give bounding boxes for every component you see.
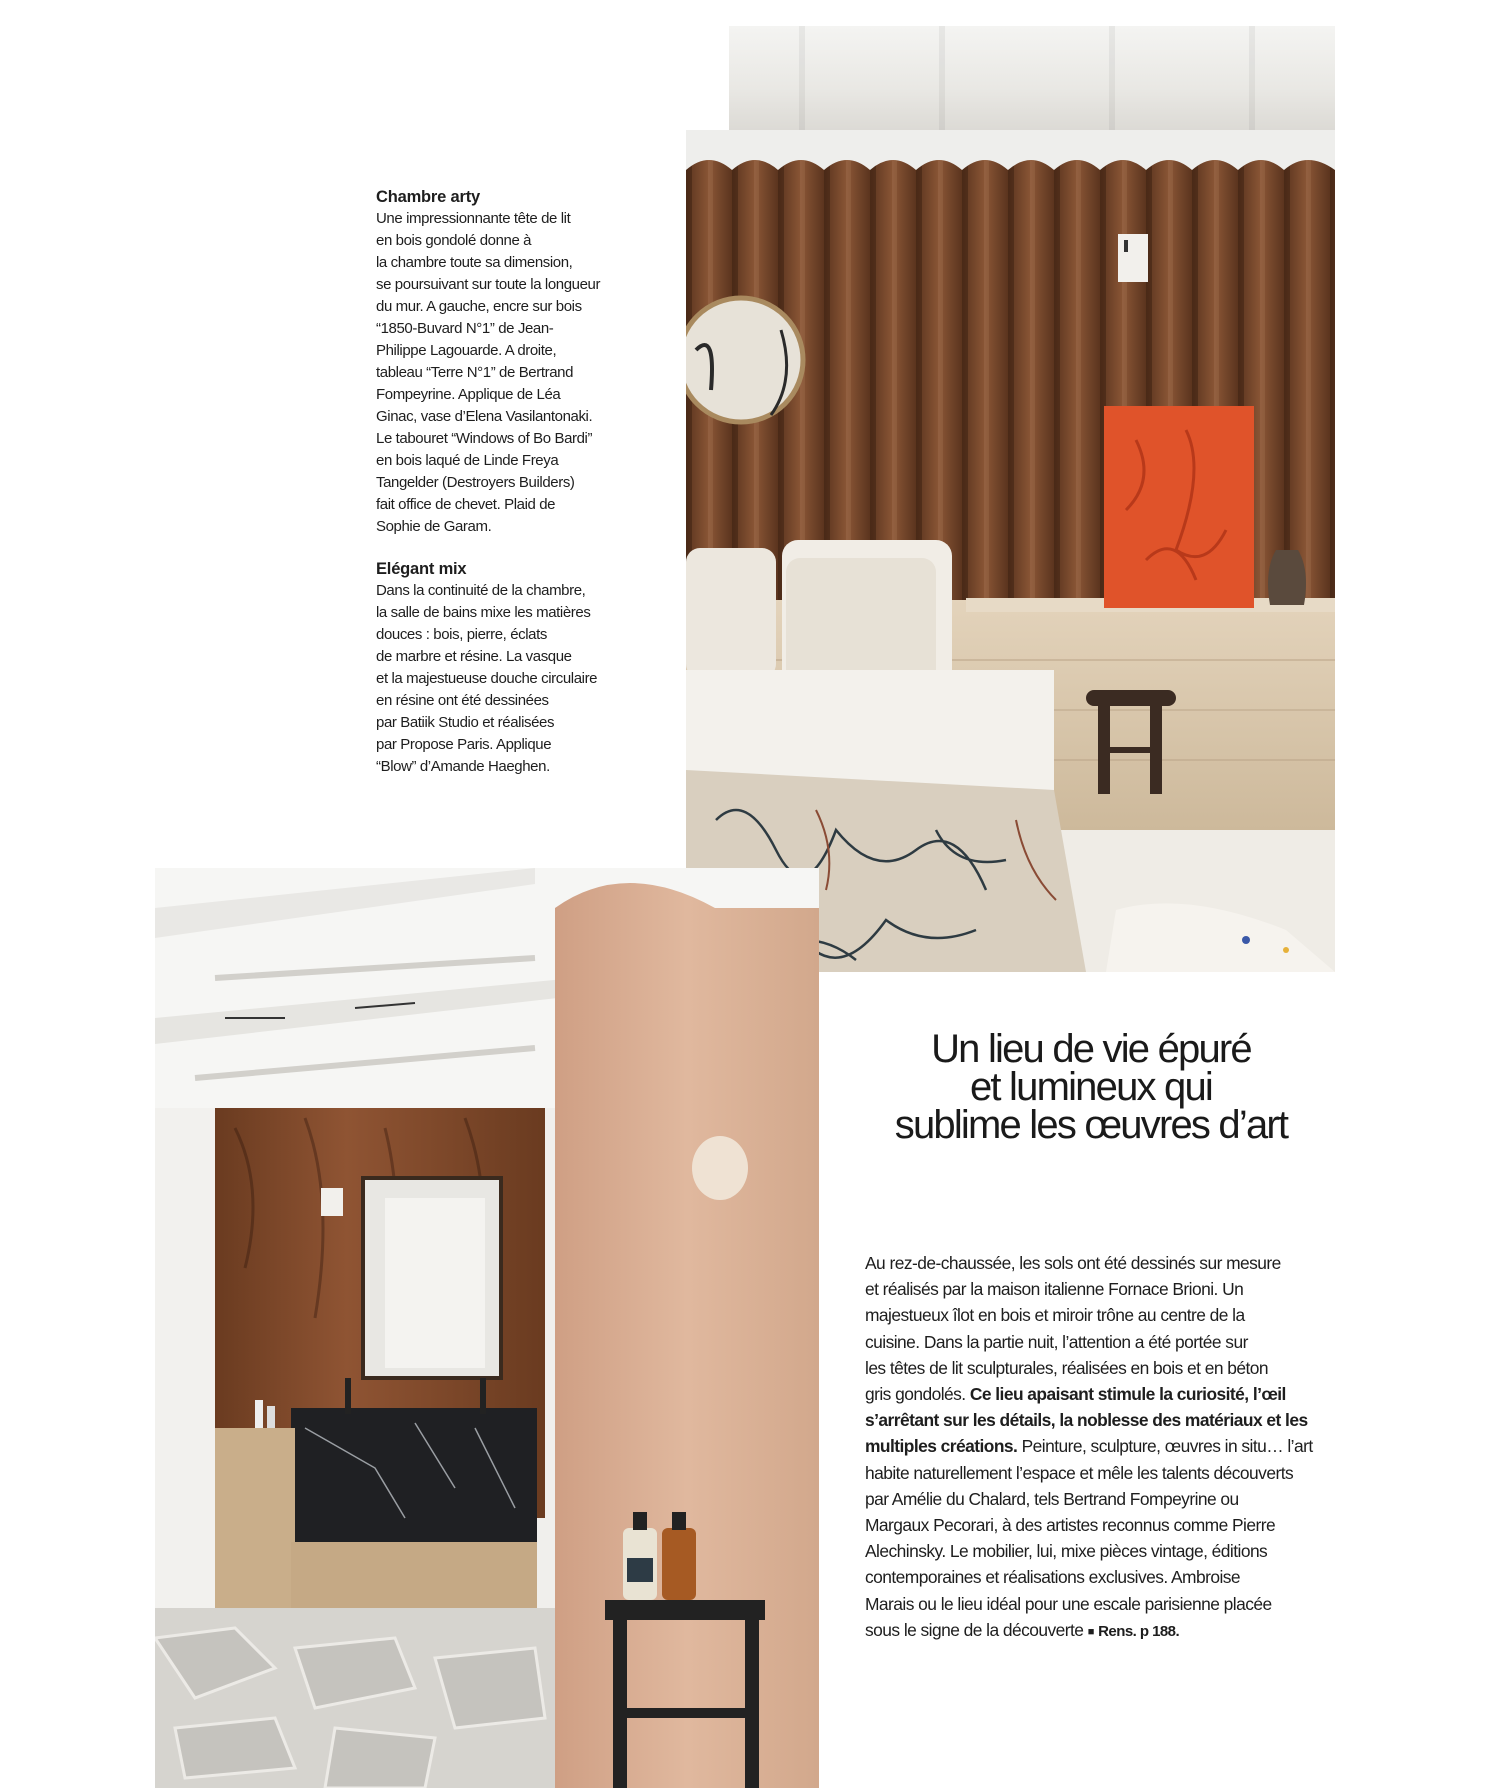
body-bold-text: multiples créations.	[865, 1436, 1018, 1457]
caption-title: Elégant mix	[376, 560, 467, 578]
body-line: majestueux îlot en bois et miroir trône au centre de la	[865, 1305, 1245, 1326]
caption-line: par Batiik Studio et réalisées	[376, 714, 555, 731]
caption-line: “1850-Buvard N°1” de Jean-	[376, 320, 554, 337]
end-mark-icon: ■	[1087, 1625, 1094, 1638]
headline-line: et lumineux qui	[969, 1065, 1213, 1109]
body-line: sous le signe de la découverte ■ Rens. p 188.	[865, 1619, 1180, 1640]
body-line: contemporaines et réalisations exclusives. Ambroise	[865, 1567, 1241, 1588]
caption-line: en bois gondolé donne à	[376, 232, 532, 249]
caption-bathroom	[376, 558, 644, 778]
headline-line: Un lieu de vie épuré	[931, 1027, 1251, 1071]
caption-line: Sophie de Garam.	[376, 518, 492, 535]
article-headline	[846, 1027, 1336, 1147]
caption-line: Tangelder (Destroyers Builders)	[376, 474, 575, 491]
body-line: Marais ou le lieu idéal pour une escale parisienne placée	[865, 1593, 1272, 1614]
body-line: Margaux Pecorari, à des artistes reconnus comme Pierre	[865, 1515, 1276, 1536]
caption-line: “Blow” d’Amande Haeghen.	[376, 758, 550, 775]
caption-line: la chambre toute sa dimension,	[376, 254, 573, 271]
caption-line: Ginac, vase d’Elena Vasilantonaki.	[376, 408, 593, 425]
caption-line: de marbre et résine. La vasque	[376, 648, 572, 665]
caption-line: par Propose Paris. Applique	[376, 736, 552, 753]
caption-line: fait office de chevet. Plaid de	[376, 496, 556, 513]
caption-line: Dans la continuité de la chambre,	[376, 582, 586, 599]
caption-line: en résine ont été dessinées	[376, 692, 549, 709]
caption-line: Fompeyrine. Applique de Léa	[376, 386, 561, 403]
caption-line: se poursuivant sur toute la longueur	[376, 276, 601, 293]
caption-line: la salle de bains mixe les matières	[376, 604, 591, 621]
caption-line: et la majestueuse douche circulaire	[376, 670, 598, 687]
caption-line: Philippe Lagouarde. A droite,	[376, 342, 557, 359]
body-line: et réalisés par la maison italienne Fornace Brioni. Un	[865, 1279, 1244, 1300]
caption-line: tableau “Terre N°1” de Bertrand	[376, 364, 574, 381]
body-line: Au rez-de-chaussée, les sols ont été dessinés sur mesure	[865, 1253, 1281, 1273]
body-bold-text: s’arrêtant sur les détails, la noblesse des matériaux et les	[865, 1410, 1308, 1431]
body-line: habite naturellement l’espace et mêle les talents découverts	[865, 1462, 1294, 1483]
body-bold-text: Ce lieu apaisant stimule la curiosité, l’œil	[969, 1384, 1286, 1405]
body-line: cuisine. Dans la partie nuit, l’attention a été portée sur	[865, 1331, 1248, 1352]
bedroom-photo	[686, 130, 1335, 972]
body-line: gris gondolés. Ce lieu apaisant stimule la curiosité, l’œil	[865, 1384, 1286, 1405]
body-line: par Amélie du Chalard, tels Bertrand Fompeyrine ou	[865, 1488, 1239, 1509]
body-line	[865, 1407, 1335, 1433]
caption-line: Le tabouret “Windows of Bo Bardi”	[376, 430, 593, 447]
caption-line: Une impressionnante tête de lit	[376, 210, 571, 227]
caption-line: du mur. A gauche, encre sur bois	[376, 298, 582, 315]
caption-line: en bois laqué de Linde Freya	[376, 452, 559, 469]
body-line: les têtes de lit sculpturales, réalisées en bois et en béton	[865, 1357, 1268, 1378]
photo-captions	[376, 186, 644, 798]
headline-line: sublime les œuvres d’art	[894, 1103, 1288, 1147]
caption-line: douces : bois, pierre, éclats	[376, 626, 547, 643]
ceiling-photo-strip	[729, 26, 1335, 130]
caption-bedroom	[376, 186, 644, 538]
bathroom-photo	[155, 868, 819, 1788]
page-reference: Rens. p 188.	[1098, 1622, 1180, 1640]
article-body	[865, 1250, 1335, 1645]
body-line: Alechinsky. Le mobilier, lui, mixe pièces vintage, éditions	[865, 1541, 1268, 1562]
caption-title: Chambre arty	[376, 188, 480, 206]
body-line: multiples créations. Peinture, sculpture, œuvres in situ… l’art	[865, 1436, 1313, 1457]
